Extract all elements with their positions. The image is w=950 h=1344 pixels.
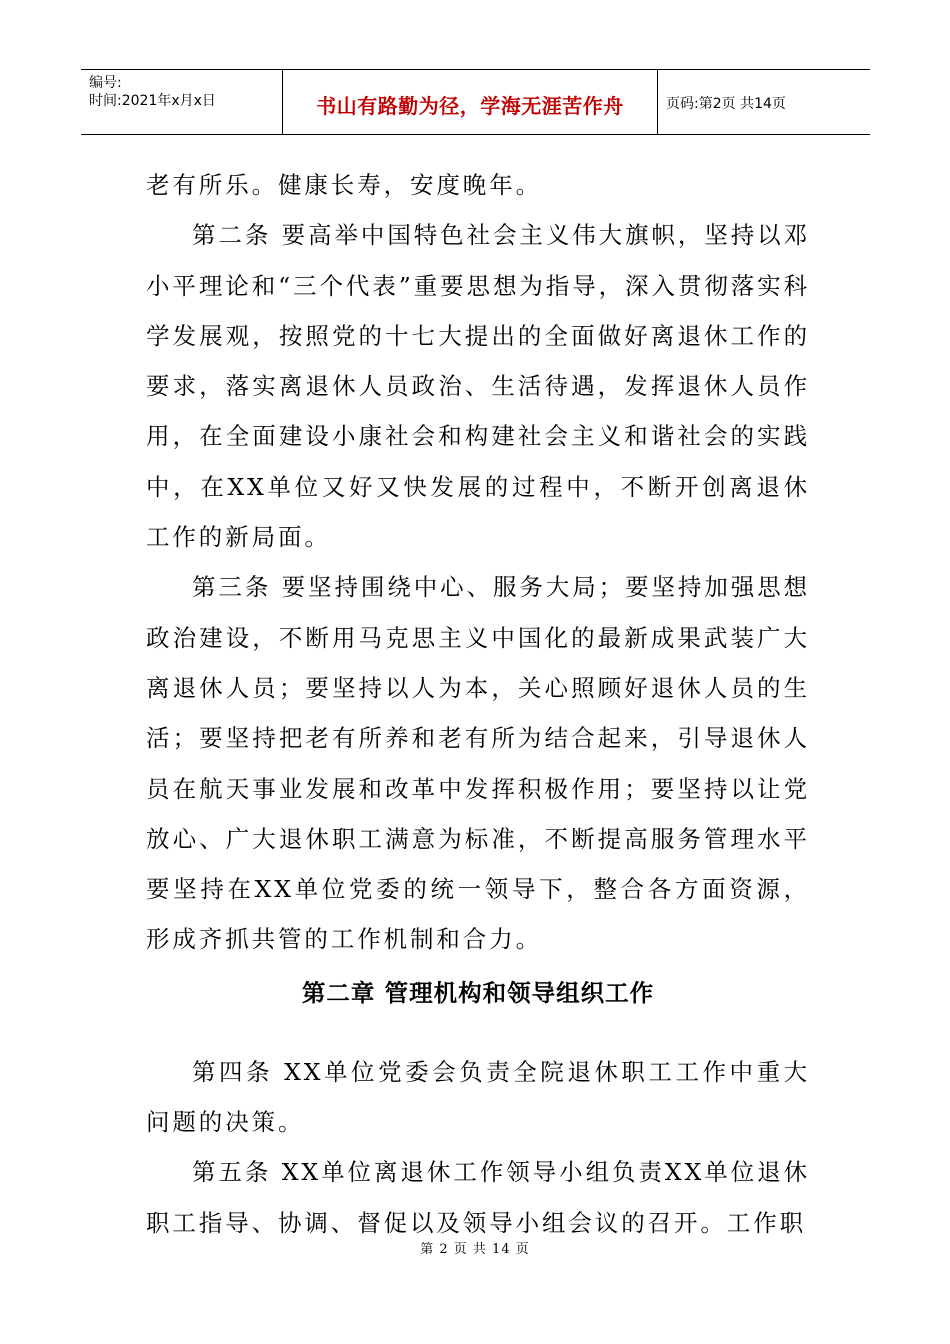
header-number-label: 编号: — [89, 75, 122, 91]
paragraph-article-5: 第五条 XX单位离退休工作领导小组负责XX单位退休职工指导、协调、督促以及领导小组会议的召开。工作职 — [146, 1158, 810, 1237]
paragraph-article-4: 第四条 XX单位党委会负责全院退休职工工作中重大问题的决策。 — [146, 1057, 810, 1137]
page-footer — [0, 1238, 950, 1257]
paragraph-article-2: 第二条 要高举中国特色社会主义伟大旗帜，坚持以邓小平理论和“三个代表”重要思想为指导，深入贯彻落实科学发展观，按照党的十七大提出的全面做好离退休工作的要求，落实离退休人员政治、生活待遇，发挥退休人员作用，在全面建设小康社会和构建社会主义和谐社会的实践中，在XX单位又好又快发展的过程中，不断开创离退休工作的新局面。 — [146, 221, 810, 552]
document-body — [146, 160, 810, 1248]
header-motto-cell — [283, 70, 658, 134]
footer-page-number: 第 2 页 共 14 页 — [420, 1242, 530, 1257]
header-time-label: 时间:2021年x月x日 — [89, 93, 216, 109]
header-table — [81, 69, 870, 135]
paragraph-article-3: 第三条 要坚持围绕中心、服务大局；要坚持加强思想政治建设，不断用马克思主义中国化的最新成果武装广大离退休人员；要坚持以人为本，关心照顾好退休人员的生活；要坚持把老有所养和老有所为结合起来，引导退休人员在航天事业发展和改革中发挥积极作用；要坚持以让党放心、广大退休职工满意为标准，不断提高服务管理水平要坚持在XX单位党委的统一领导下，整合各方面资源，形成齐抓共管的工作机制和合力。 — [146, 573, 810, 954]
header-meta-cell — [81, 70, 283, 134]
chapter-title: 第二章 管理机构和领导组织工作 — [301, 978, 655, 1007]
paragraph-continuation: 老有所乐。健康长寿，安度晚年。 — [146, 171, 542, 199]
header-page-cell — [658, 70, 870, 134]
header-page-info: 页码:第2页 共14页 — [666, 96, 786, 112]
header-motto: 书山有路勤为径，学海无涯苦作舟 — [316, 93, 624, 118]
